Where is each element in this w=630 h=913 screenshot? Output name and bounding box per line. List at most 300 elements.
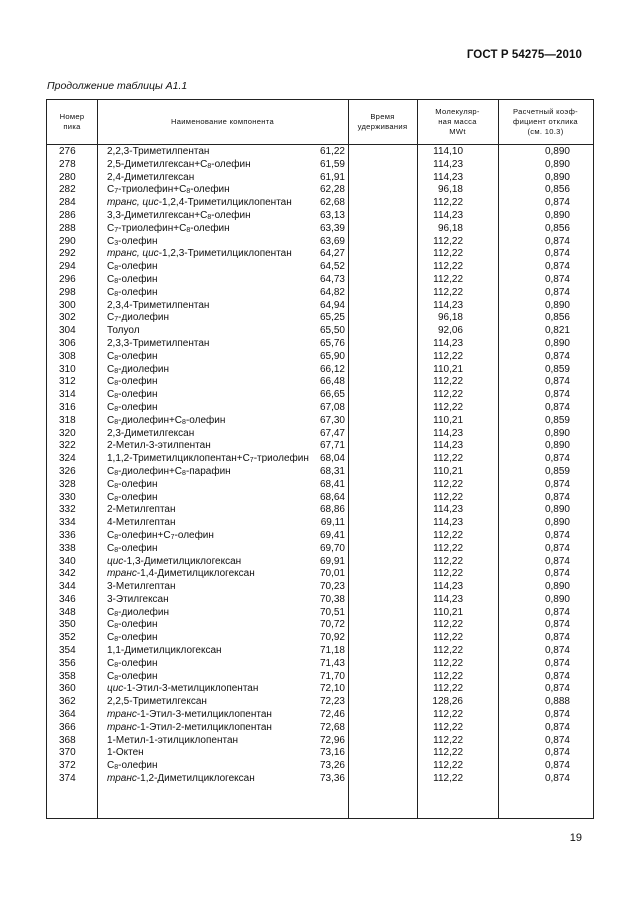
molecular-mass: 114,23 — [433, 581, 463, 593]
component-name: $3,3-Диметилгексан+C_8$-олефин — [107, 209, 251, 221]
table-row — [47, 479, 593, 492]
table-row — [47, 312, 593, 325]
peak-number: 348 — [59, 606, 76, 618]
table-row — [47, 658, 593, 671]
retention-time: 72,46 — [319, 709, 345, 721]
peak-number: 282 — [59, 184, 76, 196]
component-name: транс-1-Этил-2-метилциклопентан — [107, 721, 272, 733]
table-row — [47, 594, 593, 607]
component-name: $C_8$-олефин — [107, 376, 158, 388]
molecular-mass: 114,23 — [433, 517, 463, 529]
table-row — [47, 402, 593, 415]
peak-number: 280 — [59, 171, 76, 183]
table-row — [47, 415, 593, 428]
retention-time: 71,70 — [319, 670, 345, 682]
peak-number: 284 — [59, 197, 76, 209]
table-row — [47, 543, 593, 556]
table-row — [47, 722, 593, 735]
molecular-mass: 112,22 — [433, 734, 463, 746]
header-peak-number: Номер пика — [59, 112, 85, 131]
peak-number: 340 — [59, 555, 76, 567]
molecular-mass: 110,21 — [433, 414, 463, 426]
retention-time: 73,16 — [319, 747, 345, 759]
peak-number: 372 — [59, 760, 76, 772]
molecular-mass: 112,22 — [433, 453, 463, 465]
retention-time: 64,52 — [319, 261, 345, 273]
header-component-name: Наименование компонента — [170, 117, 275, 126]
response-factor: 0,874 — [544, 606, 570, 618]
component-name: $C_8-олефин+C_7$-олефин — [107, 529, 214, 541]
component-table — [46, 99, 594, 819]
component-name: $C_8$-олефин — [107, 760, 158, 772]
table-row — [47, 364, 593, 377]
component-name: 1-Октен — [107, 747, 144, 759]
header-retention-time: Время удерживания — [357, 112, 408, 131]
table-row — [47, 773, 593, 786]
component-name: $2,5-Диметилгексан+C_8$-олефин — [107, 158, 251, 170]
response-factor: 0,890 — [544, 440, 570, 452]
retention-time: 61,22 — [319, 146, 345, 157]
peak-number: 286 — [59, 209, 76, 221]
peak-number: 330 — [59, 491, 76, 503]
peak-number: 288 — [59, 222, 76, 234]
table-row — [47, 159, 593, 172]
table-row — [47, 184, 593, 197]
molecular-mass: 114,23 — [433, 158, 463, 170]
response-factor: 0,856 — [544, 222, 570, 234]
response-factor: 0,874 — [544, 478, 570, 490]
table-row — [47, 517, 593, 530]
component-name: $C_8$-олефин — [107, 261, 158, 273]
peak-number: 364 — [59, 709, 76, 721]
peak-number: 374 — [59, 773, 76, 785]
retention-time: 68,04 — [319, 453, 345, 465]
response-factor: 0,874 — [544, 529, 570, 541]
header-molecular-mass: Молекуляр- ная масса MWt — [435, 107, 480, 136]
component-name: 2,3,4-Триметилпентан — [107, 299, 210, 311]
retention-time: 73,36 — [319, 773, 345, 785]
response-factor: 0,856 — [544, 184, 570, 196]
response-factor: 0,874 — [544, 568, 570, 580]
table-row — [47, 696, 593, 709]
peak-number: 342 — [59, 568, 76, 580]
molecular-mass: 110,21 — [433, 363, 463, 375]
peak-number: 322 — [59, 440, 76, 452]
retention-time: 63,13 — [319, 209, 345, 221]
header-response-factor: Расчетный коэф- фициент отклика (см. 10.3) — [513, 107, 578, 136]
retention-time: 64,73 — [319, 273, 345, 285]
molecular-mass: 96,18 — [437, 222, 463, 234]
molecular-mass: 114,23 — [433, 209, 463, 221]
peak-number: 338 — [59, 542, 76, 554]
retention-time: 65,25 — [319, 312, 345, 324]
peak-number: 356 — [59, 657, 76, 669]
table-row — [47, 632, 593, 645]
retention-time: 71,18 — [319, 645, 345, 657]
component-name: $1,1,2-Триметилциклопентан+C_7$-триолефин — [107, 453, 309, 465]
table-row — [47, 261, 593, 274]
retention-time: 70,01 — [319, 568, 345, 580]
molecular-mass: 96,18 — [437, 184, 463, 196]
molecular-mass: 114,23 — [433, 440, 463, 452]
peak-number: 316 — [59, 401, 76, 413]
molecular-mass: 110,21 — [433, 606, 463, 618]
retention-time: 71,43 — [319, 657, 345, 669]
peak-number: 334 — [59, 517, 76, 529]
peak-number: 294 — [59, 261, 76, 273]
retention-time: 61,59 — [319, 158, 345, 170]
component-name: $C_7-триолефин+C_8$-олефин — [107, 222, 230, 234]
table-row — [47, 274, 593, 287]
response-factor: 0,890 — [544, 146, 570, 157]
peak-number: 302 — [59, 312, 76, 324]
retention-time: 67,71 — [319, 440, 345, 452]
table-row — [47, 735, 593, 748]
response-factor: 0,874 — [544, 709, 570, 721]
component-name: $C_7-триолефин+C_8$-олефин — [107, 184, 230, 196]
molecular-mass: 112,22 — [433, 261, 463, 273]
retention-time: 70,23 — [319, 581, 345, 593]
response-factor: 0,874 — [544, 721, 570, 733]
peak-number: 308 — [59, 350, 76, 362]
component-name: 2,3,3-Триметилпентан — [107, 337, 210, 349]
response-factor: 0,890 — [544, 337, 570, 349]
response-factor: 0,874 — [544, 760, 570, 772]
response-factor: 0,874 — [544, 645, 570, 657]
response-factor: 0,856 — [544, 312, 570, 324]
response-factor: 0,874 — [544, 542, 570, 554]
molecular-mass: 112,22 — [433, 747, 463, 759]
response-factor: 0,890 — [544, 504, 570, 516]
table-row — [47, 236, 593, 249]
response-factor: 0,890 — [544, 593, 570, 605]
molecular-mass: 112,22 — [433, 389, 463, 401]
peak-number: 370 — [59, 747, 76, 759]
table-row — [47, 619, 593, 632]
retention-time: 70,51 — [319, 606, 345, 618]
component-name: $C_8$-олефин — [107, 389, 158, 401]
molecular-mass: 112,22 — [433, 376, 463, 388]
component-name: транс-1,4-Диметилциклогексан — [107, 568, 255, 580]
retention-time: 66,65 — [319, 389, 345, 401]
retention-time: 65,90 — [319, 350, 345, 362]
table-row — [47, 287, 593, 300]
molecular-mass: 112,22 — [433, 235, 463, 247]
response-factor: 0,859 — [544, 465, 570, 477]
response-factor: 0,874 — [544, 453, 570, 465]
retention-time: 72,96 — [319, 734, 345, 746]
response-factor: 0,890 — [544, 158, 570, 170]
response-factor: 0,874 — [544, 401, 570, 413]
table-row — [47, 146, 593, 159]
component-name: Толуол — [107, 325, 140, 337]
retention-time: 64,82 — [319, 286, 345, 298]
response-factor: 0,890 — [544, 209, 570, 221]
peak-number: 336 — [59, 529, 76, 541]
retention-time: 67,47 — [319, 427, 345, 439]
retention-time: 69,41 — [319, 529, 345, 541]
response-factor: 0,874 — [544, 248, 570, 260]
peak-number: 324 — [59, 453, 76, 465]
molecular-mass: 112,22 — [433, 657, 463, 669]
table-row — [47, 581, 593, 594]
table-row — [47, 440, 593, 453]
peak-number: 306 — [59, 337, 76, 349]
table-row — [47, 172, 593, 185]
peak-number: 320 — [59, 427, 76, 439]
molecular-mass: 112,22 — [433, 619, 463, 631]
table-row — [47, 671, 593, 684]
component-name: транс, цис-1,2,3-Триметилциклопентан — [107, 248, 292, 260]
response-factor: 0,874 — [544, 683, 570, 695]
table-row — [47, 300, 593, 313]
component-name: цис-1-Этил-3-метилциклопентан — [107, 683, 259, 695]
peak-number: 350 — [59, 619, 76, 631]
peak-number: 358 — [59, 670, 76, 682]
response-factor: 0,874 — [544, 389, 570, 401]
component-name: $C_8$-олефин — [107, 350, 158, 362]
component-name: $C_8$-олефин — [107, 286, 158, 298]
molecular-mass: 112,22 — [433, 197, 463, 209]
peak-number: 346 — [59, 593, 76, 605]
component-name: 3-Этилгексан — [107, 593, 169, 605]
molecular-mass: 112,22 — [433, 773, 463, 785]
table-row — [47, 453, 593, 466]
peak-number: 326 — [59, 465, 76, 477]
response-factor: 0,874 — [544, 619, 570, 631]
molecular-mass: 114,10 — [433, 146, 463, 157]
retention-time: 69,11 — [320, 517, 345, 529]
retention-time: 64,94 — [319, 299, 345, 311]
component-name: $C_8$-олефин — [107, 401, 158, 413]
component-name: $C_8$-олефин — [107, 478, 158, 490]
component-name: 4-Метилгептан — [107, 517, 176, 529]
retention-time: 63,69 — [319, 235, 345, 247]
component-name: $C_8$-диолефин — [107, 606, 169, 618]
retention-time: 63,39 — [319, 222, 345, 234]
response-factor: 0,890 — [544, 427, 570, 439]
retention-time: 70,72 — [319, 619, 345, 631]
peak-number: 292 — [59, 248, 76, 260]
retention-time: 72,10 — [319, 683, 345, 695]
table-row — [47, 568, 593, 581]
retention-time: 70,38 — [319, 593, 345, 605]
response-factor: 0,874 — [544, 286, 570, 298]
molecular-mass: 112,22 — [433, 721, 463, 733]
retention-time: 67,30 — [319, 414, 345, 426]
molecular-mass: 114,23 — [433, 337, 463, 349]
retention-time: 65,50 — [319, 325, 345, 337]
peak-number: 300 — [59, 299, 76, 311]
component-name: $C_8$-олефин — [107, 619, 158, 631]
response-factor: 0,874 — [544, 350, 570, 362]
table-row — [47, 760, 593, 773]
component-name: 2,2,3-Триметилпентан — [107, 146, 210, 157]
table-caption: Продолжение таблицы А1.1 — [47, 80, 188, 92]
molecular-mass: 128,26 — [432, 696, 463, 708]
peak-number: 318 — [59, 414, 76, 426]
table-row — [47, 747, 593, 760]
table-row — [47, 709, 593, 722]
peak-number: 312 — [59, 376, 76, 388]
response-factor: 0,859 — [544, 414, 570, 426]
molecular-mass: 112,22 — [433, 683, 463, 695]
peak-number: 276 — [59, 146, 76, 157]
standard-designation: ГОСТ Р 54275—2010 — [466, 49, 582, 61]
peak-number: 360 — [59, 683, 76, 695]
component-name: транс, цис-1,2,4-Триметилциклопентан — [107, 197, 292, 209]
component-name: $C_3$-олефин — [107, 235, 158, 247]
response-factor: 0,874 — [544, 657, 570, 669]
table-row — [47, 351, 593, 364]
peak-number: 344 — [59, 581, 76, 593]
retention-time: 72,68 — [319, 721, 345, 733]
retention-time: 66,48 — [319, 376, 345, 388]
table-row — [47, 197, 593, 210]
peak-number: 352 — [59, 632, 76, 644]
response-factor: 0,874 — [544, 670, 570, 682]
molecular-mass: 112,22 — [433, 273, 463, 285]
component-name: $C_8-диолефин+C_8$-олефин — [107, 414, 226, 426]
table-row — [47, 338, 593, 351]
component-name: 2,3-Диметилгексан — [107, 427, 195, 439]
table-row — [47, 248, 593, 261]
molecular-mass: 114,23 — [433, 299, 463, 311]
retention-time: 62,68 — [319, 197, 345, 209]
response-factor: 0,888 — [544, 696, 570, 708]
peak-number: 354 — [59, 645, 76, 657]
table-row — [47, 530, 593, 543]
response-factor: 0,821 — [544, 325, 570, 337]
molecular-mass: 114,23 — [433, 504, 463, 516]
molecular-mass: 112,22 — [433, 670, 463, 682]
component-name: $C_8$-олефин — [107, 542, 158, 554]
response-factor: 0,874 — [544, 376, 570, 388]
molecular-mass: 114,23 — [433, 427, 463, 439]
peak-number: 366 — [59, 721, 76, 733]
component-name: 2,2,5-Триметилгексан — [107, 696, 207, 708]
response-factor: 0,874 — [544, 747, 570, 759]
peak-number: 290 — [59, 235, 76, 247]
component-name: цис-1,3-Диметилциклогексан — [107, 555, 242, 567]
retention-time: 66,12 — [319, 363, 345, 375]
retention-time: 62,28 — [319, 184, 345, 196]
peak-number: 314 — [59, 389, 76, 401]
peak-number: 278 — [59, 158, 76, 170]
molecular-mass: 92,06 — [437, 325, 463, 337]
retention-time: 67,08 — [319, 401, 345, 413]
peak-number: 298 — [59, 286, 76, 298]
response-factor: 0,874 — [544, 734, 570, 746]
molecular-mass: 112,22 — [433, 478, 463, 490]
component-name: транс-1,2-Диметилциклогексан — [107, 773, 255, 785]
component-name: $C_8$-олефин — [107, 657, 158, 669]
peak-number: 328 — [59, 478, 76, 490]
response-factor: 0,859 — [544, 363, 570, 375]
component-name: $C_8$-диолефин — [107, 363, 169, 375]
peak-number: 310 — [59, 363, 76, 375]
retention-time: 72,23 — [319, 696, 345, 708]
table-body — [47, 146, 593, 786]
retention-time: 65,76 — [319, 337, 345, 349]
molecular-mass: 114,23 — [433, 171, 463, 183]
table-row — [47, 223, 593, 236]
component-name: $C_8$-олефин — [107, 632, 158, 644]
retention-time: 73,26 — [319, 760, 345, 772]
retention-time: 68,41 — [319, 478, 345, 490]
molecular-mass: 112,22 — [433, 248, 463, 260]
molecular-mass: 112,22 — [433, 709, 463, 721]
component-name: 2-Метил-3-этилпентан — [107, 440, 211, 452]
table-header — [47, 100, 593, 145]
retention-time: 61,91 — [319, 171, 345, 183]
table-row — [47, 210, 593, 223]
peak-number: 296 — [59, 273, 76, 285]
molecular-mass: 112,22 — [433, 491, 463, 503]
molecular-mass: 96,18 — [437, 312, 463, 324]
table-row — [47, 325, 593, 338]
table-row — [47, 492, 593, 505]
table-row — [47, 504, 593, 517]
component-name: 3-Метилгептан — [107, 581, 176, 593]
component-name: $C_8$-олефин — [107, 491, 158, 503]
molecular-mass: 112,22 — [433, 350, 463, 362]
peak-number: 368 — [59, 734, 76, 746]
retention-time: 68,31 — [319, 465, 345, 477]
molecular-mass: 112,22 — [433, 568, 463, 580]
response-factor: 0,874 — [544, 197, 570, 209]
component-name: $C_7$-диолефин — [107, 312, 169, 324]
page-number: 19 — [569, 832, 582, 844]
molecular-mass: 112,22 — [433, 401, 463, 413]
table-row — [47, 645, 593, 658]
component-name: 1-Метил-1-этилциклопентан — [107, 734, 239, 746]
molecular-mass: 114,23 — [433, 593, 463, 605]
retention-time: 64,27 — [319, 248, 345, 260]
table-row — [47, 428, 593, 441]
response-factor: 0,890 — [544, 299, 570, 311]
retention-time: 69,70 — [319, 542, 345, 554]
component-name: 2-Метилгептан — [107, 504, 176, 516]
table-row — [47, 607, 593, 620]
peak-number: 304 — [59, 325, 76, 337]
molecular-mass: 112,22 — [433, 286, 463, 298]
response-factor: 0,890 — [544, 517, 570, 529]
component-name: 1,1-Диметилциклогексан — [107, 645, 222, 657]
component-name: транс-1-Этил-3-метилциклопентан — [107, 709, 272, 721]
retention-time: 68,64 — [319, 491, 345, 503]
molecular-mass: 112,22 — [433, 632, 463, 644]
peak-number: 362 — [59, 696, 76, 708]
response-factor: 0,874 — [544, 491, 570, 503]
response-factor: 0,874 — [544, 555, 570, 567]
retention-time: 70,92 — [319, 632, 345, 644]
table-row — [47, 466, 593, 479]
table-row — [47, 683, 593, 696]
retention-time: 69,91 — [319, 555, 345, 567]
molecular-mass: 112,22 — [433, 760, 463, 772]
molecular-mass: 110,21 — [433, 465, 463, 477]
component-name: $C_8-диолефин+C_8$-парафин — [107, 465, 231, 477]
response-factor: 0,874 — [544, 273, 570, 285]
component-name: $C_8$-олефин — [107, 273, 158, 285]
molecular-mass: 112,22 — [433, 645, 463, 657]
component-name: 2,4-Диметилгексан — [107, 171, 195, 183]
response-factor: 0,874 — [544, 235, 570, 247]
response-factor: 0,874 — [544, 773, 570, 785]
molecular-mass: 112,22 — [433, 529, 463, 541]
table-row — [47, 389, 593, 402]
